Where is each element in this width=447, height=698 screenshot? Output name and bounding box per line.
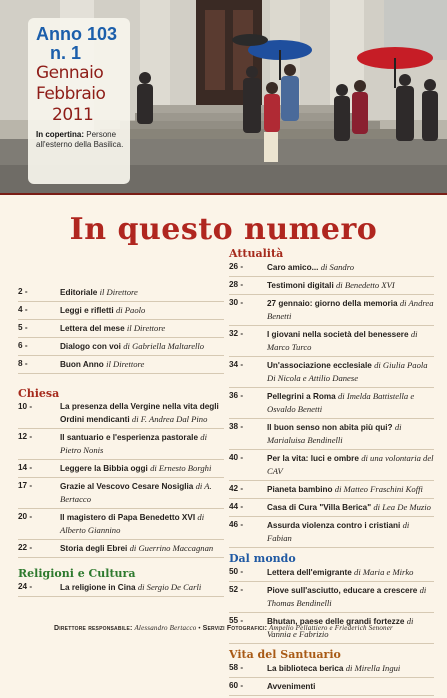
toc-divider bbox=[18, 539, 224, 540]
toc-divider bbox=[229, 677, 434, 678]
toc-divider bbox=[229, 547, 434, 548]
toc-entry[interactable] bbox=[18, 322, 224, 335]
toc-article-title: Un'associazione ecclesiale bbox=[267, 361, 372, 370]
toc-page-number: 26 - bbox=[229, 262, 244, 271]
toc-article-author: di F. Andrea Dal Pino bbox=[131, 414, 208, 424]
toc-article-title: Il buon senso non abita più qui? bbox=[267, 423, 393, 432]
toc-page-number: 32 - bbox=[229, 329, 244, 338]
toc-entry[interactable] bbox=[18, 286, 224, 299]
toc-entry[interactable] bbox=[18, 480, 224, 506]
toc-page-number: 17 - bbox=[18, 481, 33, 490]
toc-section-heading: Religioni e Cultura bbox=[18, 567, 136, 580]
toc-article-author: di Vannia e Fabrizio bbox=[267, 616, 414, 639]
toc-article-author: di Giulia Paola Di Nicola e Attilio Danese bbox=[267, 360, 428, 383]
issue-publication-year: 2011 bbox=[52, 105, 94, 125]
toc-section-heading: Attualità bbox=[229, 247, 284, 260]
toc-section-heading: Dal mondo bbox=[229, 552, 296, 565]
toc-article-title: Assurda violenza contro i cristiani bbox=[267, 521, 401, 530]
toc-divider bbox=[229, 325, 434, 326]
toc-divider bbox=[229, 418, 434, 419]
toc-article-title: Lettera dell'emigrante bbox=[267, 568, 352, 577]
toc-article-author: di una volontaria del CAV bbox=[267, 453, 434, 476]
toc-section-heading: Chiesa bbox=[18, 387, 60, 400]
toc-article-title: Leggi e rifletti bbox=[60, 306, 114, 315]
toc-entry[interactable] bbox=[229, 328, 434, 354]
toc-divider bbox=[229, 356, 434, 357]
toc-section-heading: Vita del Santuario bbox=[229, 648, 341, 661]
toc-divider bbox=[18, 508, 224, 509]
toc-divider bbox=[18, 477, 224, 478]
toc-divider bbox=[229, 695, 434, 696]
toc-article-author: di Marialuisa Bendinelli bbox=[267, 422, 402, 445]
toc-entry[interactable] bbox=[18, 542, 224, 555]
toc-article-author: di Andrea Benetti bbox=[267, 298, 434, 321]
toc-article-title: La presenza della Vergine nella vita degli Ordini mendicanti bbox=[60, 402, 219, 424]
cover-caption-text: Persone all'esterno della Basilica. bbox=[36, 130, 124, 149]
toc-article-title: Il santuario e l'esperienza pastorale bbox=[60, 433, 199, 442]
photo-divider bbox=[0, 193, 447, 195]
toc-page-number: 34 - bbox=[229, 360, 244, 369]
toc-entry[interactable] bbox=[18, 304, 224, 317]
credits-footer bbox=[0, 624, 447, 632]
toc-article-author: il Direttore bbox=[99, 287, 138, 297]
toc-article-author: di Imelda Battistella e Osvaldo Benetti bbox=[267, 391, 415, 414]
toc-divider bbox=[18, 557, 224, 558]
toc-entry[interactable] bbox=[229, 261, 434, 274]
toc-page-number: 55 - bbox=[229, 616, 244, 625]
toc-entry[interactable] bbox=[18, 511, 224, 537]
toc-article-title: Casa di Cura "Villa Berica" bbox=[267, 503, 372, 512]
toc-divider bbox=[229, 387, 434, 388]
toc-entry[interactable] bbox=[18, 401, 224, 426]
director-name: Alessandro Bertacco bbox=[134, 624, 197, 632]
toc-article-title: Piove sull'asciutto, educare a crescere bbox=[267, 586, 418, 595]
toc-left-column bbox=[18, 246, 224, 599]
toc-article-title: Pianeta bambino bbox=[267, 485, 333, 494]
toc-entry[interactable] bbox=[18, 462, 224, 475]
toc-article-title: Buon Anno bbox=[60, 360, 104, 369]
toc-page-number: 38 - bbox=[229, 422, 244, 431]
cover-caption bbox=[36, 130, 124, 150]
toc-article-title: Lettera del mese bbox=[60, 324, 125, 333]
toc-page-number: 22 - bbox=[18, 543, 33, 552]
toc-article-title: La biblioteca berica bbox=[267, 664, 344, 673]
toc-page-number: 44 - bbox=[229, 502, 244, 511]
toc-divider bbox=[18, 373, 224, 374]
toc-page-number: 20 - bbox=[18, 512, 33, 521]
toc-article-author: di Paolo bbox=[115, 305, 146, 315]
toc-article-title: Storia degli Ebrei bbox=[60, 544, 128, 553]
toc-entry[interactable] bbox=[229, 680, 434, 693]
photo-credits-label: Servizi Fotografici: bbox=[202, 625, 268, 632]
toc-divider bbox=[229, 516, 434, 517]
cover-photo bbox=[0, 0, 447, 193]
toc-page-number: 5 - bbox=[18, 323, 28, 332]
toc-article-author: di Marco Turco bbox=[267, 329, 418, 352]
issue-number: n. 1 bbox=[50, 43, 82, 63]
toc-article-title: Testimoni digitali bbox=[267, 281, 334, 290]
toc-article-author: il Direttore bbox=[106, 359, 145, 369]
toc-page-number: 2 - bbox=[18, 287, 28, 296]
toc-article-author: di Ernesto Borghi bbox=[150, 463, 212, 473]
toc-article-title: Editoriale bbox=[60, 288, 98, 297]
toc-article-title: La religione in Cina bbox=[60, 583, 136, 592]
toc-divider bbox=[18, 428, 224, 429]
toc-article-title: I giovani nella società del benessere bbox=[267, 330, 409, 339]
toc-article-author: di Gabriella Maltarello bbox=[123, 341, 205, 351]
issue-year: Anno 103 bbox=[36, 24, 118, 44]
toc-article-author: di Sandro bbox=[320, 262, 355, 272]
toc-entry[interactable] bbox=[18, 358, 224, 371]
issue-info-box bbox=[28, 18, 130, 184]
footer-bullet: • bbox=[198, 626, 201, 632]
toc-page-number: 36 - bbox=[229, 391, 244, 400]
toc-article-author: di Matteo Fraschini Koffi bbox=[334, 484, 423, 494]
director-label: Direttore responsabile: bbox=[54, 625, 133, 632]
toc-page-number: 14 - bbox=[18, 463, 33, 472]
toc-divider bbox=[18, 355, 224, 356]
toc-article-author: di Pietro Nonis bbox=[60, 432, 207, 455]
toc-page-number: 12 - bbox=[18, 432, 33, 441]
toc-page-number: 60 - bbox=[229, 681, 244, 690]
toc-article-title: Leggere la Bibbia oggi bbox=[60, 464, 148, 473]
toc-entry[interactable] bbox=[229, 297, 434, 323]
toc-divider bbox=[18, 337, 224, 338]
toc-page-number: 58 - bbox=[229, 663, 244, 672]
toc-page-number: 6 - bbox=[18, 341, 28, 350]
toc-article-author: di Thomas Bendinelli bbox=[267, 585, 427, 608]
toc-entry[interactable] bbox=[229, 452, 434, 478]
toc-divider bbox=[229, 643, 434, 644]
toc-entry[interactable] bbox=[229, 519, 434, 545]
issue-month-1: Gennaio bbox=[36, 63, 104, 83]
toc-article-title: Pellegrini a Roma bbox=[267, 392, 336, 401]
toc-page-number: 4 - bbox=[18, 305, 28, 314]
page-title: In questo numero bbox=[69, 212, 378, 247]
toc-entry[interactable] bbox=[229, 483, 434, 496]
toc-page-number: 46 - bbox=[229, 520, 244, 529]
toc-article-title: Dialogo con voi bbox=[60, 342, 121, 351]
toc-article-author: di Alberto Giannino bbox=[60, 512, 205, 535]
toc-article-author: di A. Bertacco bbox=[60, 481, 212, 504]
toc-article-title: Grazie al Vescovo Cesare Nosiglia bbox=[60, 482, 194, 491]
toc-article-author: di Benedetto XVI bbox=[336, 280, 395, 290]
toc-page-number: 24 - bbox=[18, 582, 33, 591]
toc-article-author: di Maria e Mirko bbox=[354, 567, 414, 577]
toc-article-author: di Fabian bbox=[267, 520, 410, 543]
toc-divider bbox=[229, 612, 434, 613]
toc-page-number: 28 - bbox=[229, 280, 244, 289]
toc-entry[interactable] bbox=[229, 662, 434, 675]
toc-divider bbox=[18, 459, 224, 460]
toc-article-author: il Direttore bbox=[126, 323, 166, 333]
toc-article-author: di Guerrino Maccagnan bbox=[129, 543, 214, 553]
toc-page-number: 52 - bbox=[229, 585, 244, 594]
toc-left-sections bbox=[18, 376, 224, 597]
toc-article-author: di Sergio De Carli bbox=[137, 582, 202, 592]
toc-page-number: 42 - bbox=[229, 484, 244, 493]
toc-entry[interactable] bbox=[18, 581, 224, 594]
toc-page-number: 30 - bbox=[229, 298, 244, 307]
toc-entry[interactable] bbox=[18, 340, 224, 353]
toc-divider bbox=[18, 319, 224, 320]
toc-article-title: Bhutan, paese delle grandi fortezze bbox=[267, 617, 405, 626]
toc-entry[interactable] bbox=[229, 501, 434, 514]
issue-month-2: Febbraio bbox=[36, 84, 106, 104]
toc-entry[interactable] bbox=[229, 421, 434, 447]
toc-entry[interactable] bbox=[18, 431, 224, 457]
toc-article-title: Il magistero di Papa Benedetto XVI bbox=[60, 513, 196, 522]
toc-article-title: Caro amico... bbox=[267, 263, 319, 272]
toc-entry[interactable] bbox=[229, 279, 434, 292]
toc-divider bbox=[229, 498, 434, 499]
toc-divider bbox=[229, 581, 434, 582]
toc-top-entries bbox=[18, 286, 224, 374]
toc-entry[interactable] bbox=[229, 359, 434, 385]
toc-article-author: di Mirella Ingui bbox=[345, 663, 401, 673]
toc-divider bbox=[229, 276, 434, 277]
toc-divider bbox=[18, 301, 224, 302]
toc-entry[interactable] bbox=[229, 584, 434, 610]
toc-page-number: 8 - bbox=[18, 359, 28, 368]
toc-divider bbox=[229, 480, 434, 481]
toc-divider bbox=[229, 449, 434, 450]
toc-article-title: Per la vita: luci e ombre bbox=[267, 454, 359, 463]
toc-page-number: 40 - bbox=[229, 453, 244, 462]
toc-entry[interactable] bbox=[229, 390, 434, 416]
toc-entry[interactable] bbox=[229, 566, 434, 579]
toc-divider bbox=[229, 294, 434, 295]
photo-credits-names: Ampelio Pellattiero e Friederich Senoner bbox=[269, 624, 393, 632]
toc-divider bbox=[18, 596, 224, 597]
cover-caption-label: In copertina: bbox=[36, 130, 85, 139]
toc-article-title: Avvenimenti bbox=[267, 682, 316, 691]
toc-page-number: 50 - bbox=[229, 567, 244, 576]
toc-article-author: di Lea De Muzio bbox=[373, 502, 431, 512]
toc-page-number: 10 - bbox=[18, 402, 33, 411]
toc-article-title: 27 gennaio: giorno della memoria bbox=[267, 299, 398, 308]
